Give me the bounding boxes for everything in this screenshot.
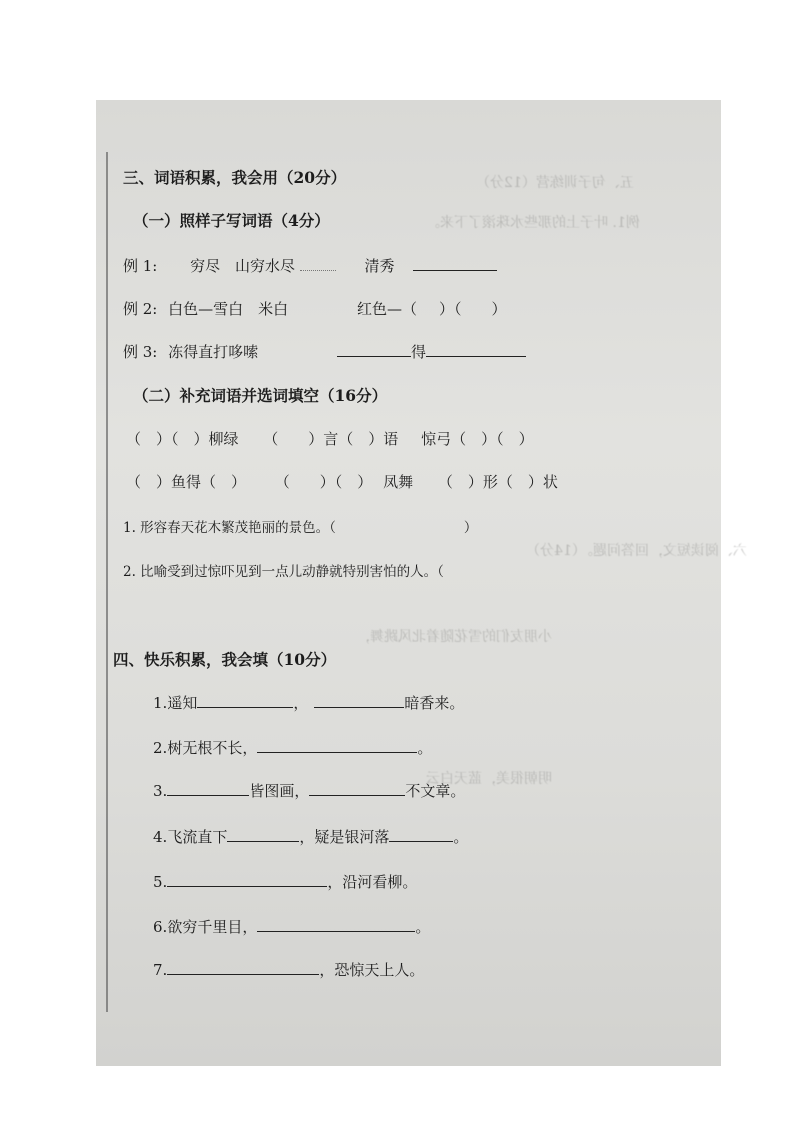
idiom-row-1: [126, 428, 534, 449]
example3-blank-1[interactable]: [337, 342, 411, 357]
poem-item-4: [153, 826, 468, 847]
idiom-4[interactable]: （ ）鱼得（ ）: [126, 473, 247, 491]
question-1-answer-field[interactable]: [336, 518, 464, 532]
item-blank[interactable]: [389, 827, 453, 842]
example3-label: 例 3:: [123, 343, 158, 361]
question-1: [123, 516, 477, 536]
example1-task: 清秀: [364, 257, 395, 275]
item-post: 。: [417, 739, 433, 757]
item-number: 3.: [153, 782, 168, 800]
question-1-text: 1. 形容春天花木繁茂艳丽的景色。（: [123, 520, 336, 536]
poem-item-2: [153, 737, 432, 758]
example3-blank-2[interactable]: [426, 342, 526, 357]
idiom-3[interactable]: 惊弓（ ）（ ）: [421, 430, 534, 448]
item-blank[interactable]: [167, 872, 327, 887]
example1-answer: 山穷水尽: [234, 257, 295, 275]
item-blank[interactable]: [227, 827, 299, 842]
section4-title: 四、快乐积累，我会填（10分）: [113, 650, 337, 669]
item-blank[interactable]: [314, 693, 404, 708]
item-post: 。: [453, 828, 469, 846]
item-mid: ，沿河看柳。: [327, 873, 418, 891]
item-blank[interactable]: [309, 781, 405, 796]
poem-item-7: [153, 959, 424, 980]
example2-row: [123, 298, 506, 319]
exam-paper: [96, 100, 747, 1066]
idiom-5-word: 凤舞: [383, 473, 414, 491]
item-number: 5.: [153, 873, 168, 891]
item-mid: ，疑是银河落: [299, 828, 390, 846]
item-mid: ，: [293, 694, 309, 712]
bleed-through-text: 明朝很美，蓝天白云: [426, 771, 552, 787]
item-number: 6.: [153, 918, 168, 936]
item-number: 1.: [153, 694, 168, 712]
example1-word: 穷尽: [190, 257, 221, 275]
example2-task-pre: 红色—（: [356, 300, 417, 318]
question-2-text: 2. 比喻受到过惊吓见到一点儿动静就特别害怕的人。（: [123, 564, 444, 580]
example1-row: [123, 255, 497, 276]
item-post: 暗香来。: [404, 694, 465, 712]
example3-row: [123, 341, 526, 362]
item-number: 7.: [153, 961, 168, 979]
example1-underline: [300, 256, 336, 271]
item-blank[interactable]: [257, 917, 415, 932]
poem-item-3: [153, 780, 465, 801]
example3-text: 冻得直打哆嗦: [168, 343, 259, 361]
item-pre: 遥知: [167, 694, 198, 712]
margin-line: [106, 152, 108, 1012]
poem-item-6: [153, 916, 430, 937]
item-pre: 欲穷千里目，: [167, 918, 258, 936]
example1-answer-field[interactable]: [413, 256, 497, 271]
example2-text: 白色—雪白 米白: [168, 300, 289, 318]
item-pre: 树无根不长，: [167, 739, 258, 757]
question-2: [123, 560, 444, 580]
item-mid: ，恐惊天上人。: [319, 961, 425, 979]
poem-item-5: [153, 871, 417, 892]
sub1-title: （一）照样子写词语（4分）: [133, 211, 330, 230]
item-blank[interactable]: [167, 781, 249, 796]
poem-item-1: [153, 692, 464, 713]
item-mid: 皆图画，: [249, 782, 310, 800]
example1-label: 例 1:: [123, 257, 158, 275]
bleed-through-text: 例1. 叶子上的那些水珠滚了下来。: [426, 215, 640, 231]
question-1-end: ）: [463, 520, 478, 536]
item-post: 不文章。: [405, 782, 466, 800]
item-number: 4.: [153, 828, 168, 846]
sub2-title: （二）补充词语并选词填空（16分）: [133, 386, 388, 405]
example3-task-mid: 得: [410, 343, 426, 361]
example2-task-post: ）（ ）: [438, 300, 507, 318]
item-blank[interactable]: [257, 738, 417, 753]
idiom-1[interactable]: （ ）（ ）柳绿: [126, 430, 239, 448]
idiom-5[interactable]: （ ）（ ）: [274, 473, 373, 491]
example2-label: 例 2:: [123, 300, 158, 318]
item-number: 2.: [153, 739, 168, 757]
item-pre: 飞流直下: [167, 828, 228, 846]
section3-title: 三、词语积累，我会用（20分）: [123, 168, 347, 187]
bleed-through-text: 小朋友们的雪花随着北风跳舞，: [356, 629, 552, 645]
item-blank[interactable]: [197, 693, 293, 708]
idiom-6[interactable]: （ ）形（ ）状: [437, 473, 558, 491]
item-blank[interactable]: [167, 960, 319, 975]
bleed-through-text: 五、句子训练营（12分）: [476, 175, 634, 191]
bleed-through-text: 六、阅读短文，回答问题。（14分）: [526, 543, 747, 559]
idiom-2[interactable]: （ ）言（ ）语: [263, 430, 399, 448]
idiom-row-2: [126, 471, 558, 492]
item-post: 。: [415, 918, 431, 936]
